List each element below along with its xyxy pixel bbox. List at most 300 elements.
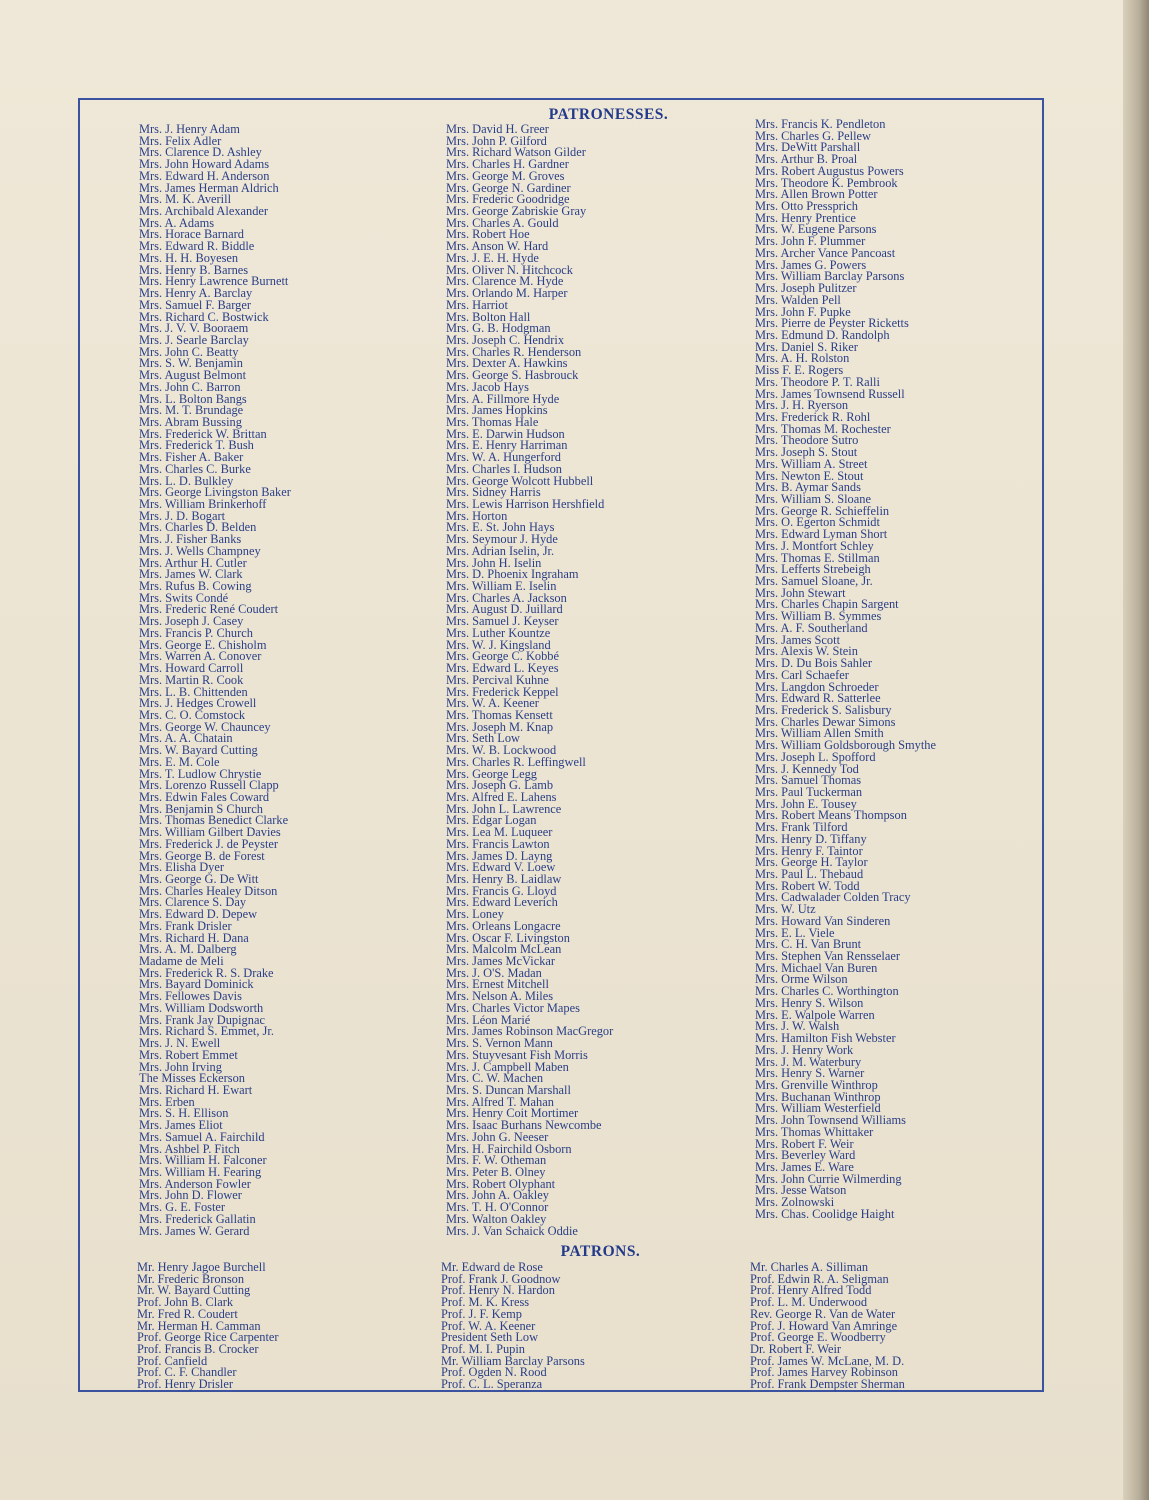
name-entry: Mrs. George E. Chisholm	[139, 637, 267, 652]
name-entry: Mrs. Richard H. Ewart	[139, 1082, 253, 1097]
name-entry: Mrs. Robert Hoe	[446, 227, 530, 242]
name-entry: Mrs. Charles G. Pellew	[755, 128, 871, 143]
name-entry: Mrs. Dexter A. Hawkins	[446, 356, 568, 371]
name-entry: Mrs. Edward Leverich	[446, 895, 558, 910]
name-entry: Mrs. Léon Marié	[446, 1012, 531, 1027]
name-entry: Prof. C. L. Speranza	[441, 1377, 543, 1392]
name-entry: Mrs. J. M. Waterbury	[755, 1054, 862, 1069]
name-entry: Mrs. August Belmont	[139, 368, 247, 383]
name-entry: Mrs. Richard S. Emmet, Jr.	[139, 1024, 274, 1039]
name-entry: Mrs. Richard H. Dana	[139, 930, 249, 945]
name-entry: Mrs. J. Henry Work	[755, 1042, 854, 1057]
name-entry: Mrs. Robert Augustus Powers	[755, 163, 904, 178]
name-entry: Mrs. Frederick J. de Peyster	[139, 836, 279, 851]
name-entry: Mrs. Frederick Keppel	[446, 684, 559, 699]
name-entry: Mrs. John D. Flower	[139, 1188, 242, 1203]
name-entry: Mrs. Walden Pell	[755, 292, 841, 307]
name-entry: Mrs. Edward V. Loew	[446, 860, 556, 875]
name-entry: Mrs. Zolnowski	[755, 1195, 835, 1210]
name-entry: Mrs. C. W. Machen	[446, 1071, 544, 1086]
name-entry: Mrs. Joseph Pulitzer	[755, 281, 857, 296]
name-entry: Mrs. Edward Lyman Short	[755, 527, 888, 542]
name-entry: Mrs. William S. Sloane	[755, 492, 871, 506]
name-entry: Mrs. Pierre de Peyster Ricketts	[755, 316, 909, 331]
name-entry: Mrs. S. H. Ellison	[139, 1106, 229, 1121]
name-entry: Mrs. Edward L. Keyes	[446, 661, 559, 676]
name-entry: Mrs. E. L. Viele	[755, 925, 835, 940]
name-entry: Prof. C. F. Chandler	[137, 1365, 237, 1380]
name-entry: Mrs. H. H. Boyesen	[139, 250, 239, 265]
name-entry: Mrs. Charles C. Burke	[139, 461, 251, 476]
patrons-column-1	[137, 1262, 279, 1391]
name-entry: Mrs. Theodore P. T. Ralli	[755, 374, 880, 389]
name-entry: Mrs. J. H. Ryerson	[755, 398, 849, 413]
name-entry: Mrs. Henry B. Barnes	[139, 262, 249, 277]
name-entry: Mrs. Adrian Iselin, Jr.	[446, 543, 555, 558]
name-entry: Mrs. Carl Schaefer	[755, 667, 849, 682]
name-entry: Mrs. Richard C. Bostwick	[139, 309, 269, 324]
name-entry: Mrs. J. N. Ewell	[139, 1036, 221, 1051]
name-entry: Mrs. Fisher A. Baker	[139, 450, 244, 465]
name-entry: Mrs. A. Fillmore Hyde	[446, 391, 560, 406]
name-entry: Mrs. Buchanan Winthrop	[755, 1089, 881, 1104]
name-entry: Prof. W. A. Keener	[441, 1318, 536, 1333]
name-entry: Mrs. John G. Neeser	[446, 1129, 549, 1144]
name-entry: Mrs. Michael Van Buren	[755, 960, 878, 975]
name-entry: Mrs. A. F. Southerland	[755, 620, 868, 635]
name-entry: Mrs. Edward D. Depew	[139, 907, 258, 922]
name-entry: Mrs. John A. Oakley	[446, 1188, 549, 1203]
name-entry: Mrs. W. Utz	[755, 902, 816, 917]
name-entry: Mrs. William B. Symmes	[755, 609, 882, 624]
name-entry: Mrs. George S. Hasbrouck	[446, 368, 579, 383]
name-entry: Mrs. Robert F. Weir	[755, 1136, 854, 1151]
name-entry: Mrs. Langdon Schroeder	[755, 679, 879, 694]
name-entry: Mrs. Nelson A. Miles	[446, 989, 554, 1004]
name-entry: Mrs. Swits Condé	[139, 590, 229, 605]
name-entry: Mrs. W. Eugene Parsons	[755, 222, 877, 237]
name-entry: Mrs. Frederick T. Bush	[139, 438, 254, 453]
name-entry: Prof. Ogden N. Rood	[441, 1365, 547, 1380]
name-entry: Mrs. Orme Wilson	[755, 972, 848, 987]
name-entry: Mrs. Charles Chapin Sargent	[755, 597, 899, 612]
name-entry: Mrs. J. Campbell Maben	[446, 1059, 569, 1074]
name-entry: Mrs. Henry B. Laidlaw	[446, 872, 562, 886]
name-entry: Mrs. Thomas Benedict Clarke	[139, 813, 289, 828]
name-entry: Prof. J. Howard Van Amringe	[750, 1318, 898, 1333]
name-entry: Mrs. H. Fairchild Osborn	[446, 1141, 572, 1156]
name-entry: Mrs. Orleans Longacre	[446, 918, 561, 933]
name-entry: Mrs. Archibald Alexander	[139, 204, 269, 219]
name-entry: Mrs. Joseph G. Lamb	[446, 778, 554, 793]
name-entry: Mrs. S. Vernon Mann	[446, 1036, 553, 1051]
name-entry: Mrs. Henry D. Tiffany	[755, 831, 867, 846]
name-entry: Mrs. Lorenzo Russell Clapp	[139, 778, 279, 793]
name-entry: Mrs. E. Henry Harriman	[446, 438, 568, 453]
name-entry: Mrs. Francis K. Pendleton	[755, 117, 886, 131]
name-entry: Mrs. Henry Lawrence Burnett	[139, 274, 289, 289]
name-entry: Mrs. Robert Olyphant	[446, 1176, 556, 1191]
name-entry: Mrs. Horace Barnard	[139, 227, 244, 242]
name-entry: Mrs. Theodore Sutro	[755, 433, 859, 448]
name-entry: Mrs. Thomas Whittaker	[755, 1124, 874, 1139]
name-entry: Mrs. Frederick R. Rohl	[755, 409, 871, 424]
name-entry: Mrs. James G. Powers	[755, 257, 867, 272]
name-entry: Mrs. William Allen Smith	[755, 726, 884, 741]
name-entry: Mrs. Anson W. Hard	[446, 239, 549, 254]
name-entry: Mrs. Sidney Harris	[446, 485, 541, 500]
name-entry: Mrs. J. Fisher Banks	[139, 532, 242, 547]
name-entry: Mrs. Robert W. Todd	[755, 878, 860, 893]
name-entry: Mrs. Beverley Ward	[755, 1148, 856, 1163]
name-entry: Mrs. Theodore K. Pembrook	[755, 175, 898, 190]
name-entry: Mrs. S. W. Benjamin	[139, 356, 243, 371]
name-entry: Mrs. John E. Tousey	[755, 796, 857, 811]
name-entry: Mrs. William Brinkerhoff	[139, 497, 267, 511]
name-entry: Mrs. William Goldsborough Smythe	[755, 738, 937, 753]
name-entry: Mr. Herman H. Camman	[137, 1318, 261, 1333]
name-entry: Mr. William Barclay Parsons	[441, 1353, 585, 1368]
patrons-column-3	[750, 1262, 905, 1391]
name-entry: Mrs. T. Ludlow Chrystie	[139, 766, 262, 781]
name-entry: Mrs. D. Phoenix Ingraham	[446, 567, 579, 582]
name-entry: Mrs. Luther Kountze	[446, 625, 551, 640]
name-entry: Mrs. Malcolm McLean	[446, 942, 562, 957]
name-entry: Mrs. Otto Pressprich	[755, 199, 858, 214]
name-entry: Mrs. Joseph L. Spofford	[755, 749, 876, 764]
name-entry: Mrs. William Gilbert Davies	[139, 825, 281, 840]
name-entry: Mrs. William Westerfield	[755, 1101, 881, 1116]
name-entry: Mrs. Charles D. Belden	[139, 520, 257, 535]
name-entry: Mrs. Edward H. Anderson	[139, 168, 270, 183]
name-entry: Mrs. Clarence D. Ashley	[139, 145, 262, 160]
name-entry: Mrs. A. H. Rolston	[755, 351, 850, 366]
name-entry: Mrs. Daniel S. Riker	[755, 339, 858, 354]
name-entry: Mrs. Howard Carroll	[139, 661, 244, 676]
name-entry: Mrs. S. Duncan Marshall	[446, 1082, 571, 1097]
name-entry: Prof. George E. Woodberry	[750, 1330, 886, 1345]
name-entry: Prof. Canfield	[137, 1353, 208, 1368]
name-entry: Mrs. Thomas Kensett	[446, 707, 553, 722]
name-entry: Mrs. James Eliot	[139, 1118, 223, 1133]
name-entry: Mrs. Frank Tilford	[755, 820, 848, 835]
name-entry: Mrs. George Zabriskie Gray	[446, 204, 587, 219]
name-entry: Mrs. Henry Prentice	[755, 210, 856, 225]
name-entry: Prof. James W. McLane, M. D.	[750, 1353, 905, 1368]
name-entry: Mrs. James W. Clark	[139, 567, 243, 582]
name-entry: Mrs. E. St. John Hays	[446, 520, 555, 535]
name-entry: Mrs. Frederick S. Salisbury	[755, 702, 892, 717]
name-entry: Mrs. Edgar Logan	[446, 813, 537, 828]
name-entry: Mrs. George W. Chauncey	[139, 719, 271, 734]
name-entry: Mrs. George C. Kobbé	[446, 649, 559, 664]
name-entry: Mrs. Henry Coit Mortimer	[446, 1106, 579, 1121]
name-entry: Mrs. J. Henry Adam	[139, 122, 240, 136]
name-entry: Mrs. J. Wells Champney	[139, 543, 261, 558]
name-entry: Mrs. James D. Layng	[446, 848, 553, 863]
name-entry: Mrs. J. Searle Barclay	[139, 332, 249, 347]
name-entry: Mrs. Erben	[139, 1094, 195, 1109]
name-entry: Mrs. Alfred T. Mahan	[446, 1094, 554, 1109]
name-entry: Mrs. Henry S. Warner	[755, 1066, 865, 1081]
name-entry: Mrs. J. Kennedy Tod	[755, 761, 859, 776]
name-entry: Prof. L. M. Underwood	[750, 1295, 868, 1310]
name-entry: Mrs. Charles I. Hudson	[446, 461, 562, 476]
patrons-heading: PATRONS.	[560, 1243, 641, 1260]
name-entry: Mrs. J. Montfort Schley	[755, 538, 874, 553]
name-entry: Mrs. L. B. Chittenden	[139, 684, 248, 699]
name-entry: Mrs. George H. Taylor	[755, 855, 868, 870]
name-entry: Mrs. G. B. Hodgman	[446, 321, 551, 336]
name-entry: Mrs. John L. Lawrence	[446, 801, 562, 816]
name-entry: Mrs. Allen Brown Potter	[755, 187, 878, 202]
name-entry: Mrs. Benjamin S Church	[139, 801, 263, 816]
name-entry: Mrs. Francis G. Lloyd	[446, 883, 557, 898]
name-entry: Mrs. George M. Groves	[446, 168, 565, 183]
name-entry: Mrs. Robert Means Thompson	[755, 808, 907, 823]
name-entry: Mrs. A. Adams	[139, 215, 215, 230]
name-entry: Mrs. Bayard Dominick	[139, 977, 254, 992]
name-entry: Mrs. Frederick W. Brittan	[139, 426, 267, 441]
name-entry: Prof. Francis B. Crocker	[137, 1342, 259, 1357]
name-entry: Prof. George Rice Carpenter	[137, 1330, 279, 1345]
name-entry: Mrs. Jesse Watson	[755, 1183, 847, 1198]
name-entry: Mrs. Charles R. Leffingwell	[446, 754, 586, 769]
name-entry: Mrs. F. W. Otheman	[446, 1153, 547, 1168]
name-entry: Mrs. W. J. Kingsland	[446, 637, 551, 652]
name-entry: Mrs. Samuel Sloane, Jr.	[755, 574, 873, 589]
name-entry: Mrs. Edmund D. Randolph	[755, 327, 890, 342]
name-entry: Mrs. C. H. Van Brunt	[755, 937, 862, 952]
name-entry: Mrs. John C. Beatty	[139, 344, 239, 359]
name-entry: Mrs. Frank Drisler	[139, 918, 232, 933]
name-entry: Mrs. Alexis W. Stein	[755, 644, 858, 659]
name-entry: Mr. Henry Jagoe Burchell	[137, 1260, 266, 1274]
name-entry: Mrs. Anderson Fowler	[139, 1176, 251, 1191]
name-entry: Mrs. Charles R. Henderson	[446, 344, 582, 359]
patronesses-heading: PATRONESSES.	[548, 106, 669, 123]
name-entry: Mrs. John Currie Wilmerding	[755, 1171, 902, 1186]
name-entry: Mrs. Charles H. Gardner	[446, 157, 569, 172]
patronesses-column-2	[446, 124, 613, 1237]
name-entry: Prof. M. I. Pupin	[441, 1342, 525, 1357]
name-entry: Mr. W. Bayard Cutting	[137, 1283, 251, 1298]
name-entry: Mrs. William Dodsworth	[139, 1000, 264, 1015]
name-entry: Mrs. Martin R. Cook	[139, 672, 244, 687]
name-entry: Mrs. W. B. Lockwood	[446, 743, 557, 758]
name-entry: Mrs. Paul Tuckerman	[755, 784, 863, 799]
name-entry: Prof. M. K. Kress	[441, 1295, 530, 1310]
name-entry: Mrs. C. O. Comstock	[139, 707, 246, 722]
name-entry: Mrs. B. Aymar Sands	[755, 480, 861, 495]
name-entry: Mrs. Frederick R. S. Drake	[139, 965, 274, 980]
name-entry: Dr. Robert F. Weir	[750, 1342, 842, 1357]
name-entry: Mrs. Robert Emmet	[139, 1047, 238, 1062]
name-entry: Mrs. James Robinson MacGregor	[446, 1024, 614, 1039]
name-entry: Mrs. James Herman Aldrich	[139, 180, 279, 195]
name-entry: Mrs. E. Walpole Warren	[755, 1007, 875, 1022]
name-entry: Prof. Frank Dempster Sherman	[750, 1377, 905, 1392]
name-entry: Mrs. Henry A. Barclay	[139, 286, 253, 301]
name-entry: Mrs. A. A. Chatain	[139, 731, 233, 746]
name-entry: Mrs. DeWitt Parshall	[755, 140, 861, 155]
name-entry: Mrs. Howard Van Sinderen	[755, 913, 891, 928]
name-entry: Mrs. Joseph M. Knap	[446, 719, 554, 734]
name-entry: Mrs. Edwin Fales Coward	[139, 789, 270, 804]
name-entry: Mrs. Charles Dewar Simons	[755, 714, 896, 729]
name-entry: Mrs. John C. Barron	[139, 379, 241, 394]
name-entry: Mrs. Oliver N. Hitchcock	[446, 262, 573, 277]
name-entry: Mrs. Samuel A. Fairchild	[139, 1129, 265, 1144]
patronesses-column-3	[755, 119, 936, 1221]
name-entry: Mrs. George Legg	[446, 766, 537, 781]
name-entry: Mrs. Oscar F. Livingston	[446, 930, 570, 945]
name-entry: Miss F. E. Rogers	[755, 363, 844, 378]
name-entry: Mrs. Joseph J. Casey	[139, 614, 244, 629]
name-entry: Mrs. Henry F. Taintor	[755, 843, 863, 858]
name-entry: Mrs. Orlando M. Harper	[446, 286, 568, 301]
name-entry: Mrs. Edward R. Biddle	[139, 239, 255, 254]
name-entry: Mrs. L. D. Bulkley	[139, 473, 234, 488]
name-entry: Mrs. Ashbel P. Fitch	[139, 1141, 240, 1156]
name-entry: Mrs. George N. Gardiner	[446, 180, 571, 195]
name-entry: Mrs. Felix Adler	[139, 133, 222, 148]
name-entry: Mrs. Seth Low	[446, 731, 520, 746]
name-entry: Mrs. Hamilton Fish Webster	[755, 1031, 896, 1046]
name-entry: Prof. Edwin R. A. Seligman	[750, 1271, 889, 1286]
name-entry: Prof. Frank J. Goodnow	[441, 1271, 561, 1286]
name-entry: Mrs. Joseph S. Stout	[755, 445, 858, 460]
name-entry: Mrs. Charles Victor Mapes	[446, 1000, 580, 1015]
name-entry: Mrs. Thomas Hale	[446, 414, 539, 429]
name-entry: Mrs. Bolton Hall	[446, 309, 531, 324]
name-entry: Mrs. Cadwalader Colden Tracy	[755, 890, 911, 905]
name-entry: Mrs. M. K. Averill	[139, 192, 232, 207]
name-entry: Mrs. Francis P. Church	[139, 625, 253, 640]
name-entry: Mrs. Horton	[446, 508, 508, 523]
name-entry: Mrs. John P. Gilford	[446, 133, 547, 148]
name-entry: Mr. Charles A. Silliman	[750, 1260, 869, 1274]
name-entry: Mrs. David H. Greer	[446, 122, 549, 136]
name-entry: The Misses Eckerson	[139, 1071, 245, 1086]
name-entry: Mrs. Paul L. Thebaud	[755, 867, 864, 881]
name-entry: Mrs. E. M. Cole	[139, 754, 220, 769]
name-entry: Mrs. George G. De Witt	[139, 872, 259, 886]
name-entry: Mrs. John Townsend Williams	[755, 1113, 906, 1128]
name-entry: Mrs. E. Darwin Hudson	[446, 426, 565, 441]
name-entry: President Seth Low	[441, 1330, 539, 1345]
patronesses-column-1	[139, 124, 291, 1237]
name-entry: Mrs. William E. Iselin	[446, 579, 557, 594]
name-entry: Mrs. Richard Watson Gilder	[446, 145, 586, 160]
name-entry: Mrs. William H. Falconer	[139, 1153, 267, 1168]
name-entry: Mrs. William A. Street	[755, 456, 868, 471]
name-entry: Mrs. Thomas M. Rochester	[755, 421, 891, 436]
name-entry: Mrs. J. V. V. Booraem	[139, 321, 249, 336]
name-entry: Mrs. George B. de Forest	[139, 848, 265, 863]
name-entry: Mrs. G. E. Foster	[139, 1200, 226, 1215]
name-entry: Prof. J. F. Kemp	[441, 1306, 522, 1321]
name-entry: Mrs. John Stewart	[755, 585, 846, 600]
name-entry: Mrs. O. Egerton Schmidt	[755, 515, 880, 530]
name-entry: Mrs. Percival Kuhne	[446, 672, 549, 687]
name-entry: Mrs. Charles A. Jackson	[446, 590, 567, 605]
name-entry: Mrs. Alfred E. Lahens	[446, 789, 557, 804]
name-entry: Prof. James Harvey Robinson	[750, 1365, 898, 1380]
binding-spine	[1123, 0, 1149, 1500]
name-entry: Mr. Fred R. Coudert	[137, 1306, 238, 1321]
name-entry: Mrs. Archer Vance Pancoast	[755, 245, 896, 260]
name-entry: Mrs. Charles C. Worthington	[755, 984, 899, 999]
name-entry: Mrs. George Livingston Baker	[139, 485, 291, 500]
name-entry: Mrs. John Irving	[139, 1059, 222, 1074]
name-entry: Mrs. Stuyvesant Fish Morris	[446, 1047, 588, 1062]
name-entry: Mrs. Lea M. Luqueer	[446, 825, 553, 840]
name-entry: Mrs. L. Bolton Bangs	[139, 391, 247, 406]
name-entry: Mrs. D. Du Bois Sahler	[755, 656, 873, 671]
name-entry: Mrs. Harriot	[446, 297, 508, 312]
name-entry: Mrs. Grenville Winthrop	[755, 1077, 878, 1092]
name-entry: Mrs. Charles Healey Ditson	[139, 883, 278, 898]
name-entry: Mrs. Frederic René Coudert	[139, 602, 279, 617]
name-entry: Mr. Frederic Bronson	[137, 1271, 245, 1286]
name-entry: Mrs. Thomas E. Stillman	[755, 550, 880, 565]
name-entry: Mrs. Newton E. Stout	[755, 468, 864, 483]
name-entry: Mrs. Samuel Thomas	[755, 773, 862, 788]
name-entry: Mrs. Chas. Coolidge Haight	[755, 1206, 895, 1221]
name-entry: Mrs. Peter B. Olney	[446, 1164, 546, 1179]
name-entry: Mrs. James E. Ware	[755, 1159, 854, 1174]
name-entry: Mrs. Stephen Van Rensselaer	[755, 949, 900, 964]
name-entry: Mrs. Abram Bussing	[139, 414, 242, 429]
name-entry: Mrs. James W. Gerard	[139, 1223, 250, 1238]
name-entry: Madame de Meli	[139, 954, 224, 969]
name-entry: Mrs. Elisha Dyer	[139, 860, 224, 875]
name-entry: Mrs. James McVickar	[446, 954, 556, 969]
name-entry: Mrs. A. M. Dalberg	[139, 942, 237, 957]
name-entry: Prof. Henry N. Hardon	[441, 1283, 555, 1298]
name-entry: Mrs. J. Van Schaick Oddie	[446, 1223, 578, 1238]
name-entry: Mrs. J. E. H. Hyde	[446, 250, 539, 265]
name-entry: Mrs. Jacob Hays	[446, 379, 529, 394]
name-entry: Mrs. John Howard Adams	[139, 157, 270, 172]
name-entry: Prof. Henry Alfred Todd	[750, 1283, 872, 1298]
name-entry: Mrs. Samuel F. Barger	[139, 297, 252, 312]
name-entry: Mrs. W. Bayard Cutting	[139, 743, 258, 758]
name-entry: Mrs. Seymour J. Hyde	[446, 532, 558, 547]
name-entry: Mrs. Frank Jay Dupignac	[139, 1012, 265, 1027]
name-entry: Mrs. Joseph C. Hendrix	[446, 332, 565, 347]
name-entry: Mrs. Edward R. Satterlee	[755, 691, 881, 706]
name-entry: Mrs. Frederick Gallatin	[139, 1211, 256, 1226]
name-entry: Mrs. William Barclay Parsons	[755, 269, 905, 284]
name-entry: Mrs. Fellowes Davis	[139, 989, 242, 1004]
name-entry: Mrs. J. W. Walsh	[755, 1019, 840, 1034]
name-entry: Mrs. Loney	[446, 907, 504, 922]
name-entry: Mrs. Francis Lawton	[446, 836, 550, 851]
name-entry: Mrs. James Hopkins	[446, 403, 548, 418]
name-entry: Mrs. Frederic Goodridge	[446, 192, 570, 207]
name-entry: Mrs. T. H. O'Connor	[446, 1200, 549, 1215]
name-entry: Mrs. James Scott	[755, 632, 841, 647]
name-entry: Mrs. Clarence M. Hyde	[446, 274, 564, 289]
name-entry: Mrs. William H. Fearing	[139, 1164, 262, 1179]
name-entry: Mrs. Arthur H. Cutler	[139, 555, 247, 570]
name-entry: Mrs. John F. Pupke	[755, 304, 851, 319]
name-entry: Mrs. Ernest Mitchell	[446, 977, 549, 992]
name-entry: Mr. Edward de Rose	[441, 1260, 543, 1274]
name-entry: Mrs. J. Hedges Crowell	[139, 696, 257, 711]
